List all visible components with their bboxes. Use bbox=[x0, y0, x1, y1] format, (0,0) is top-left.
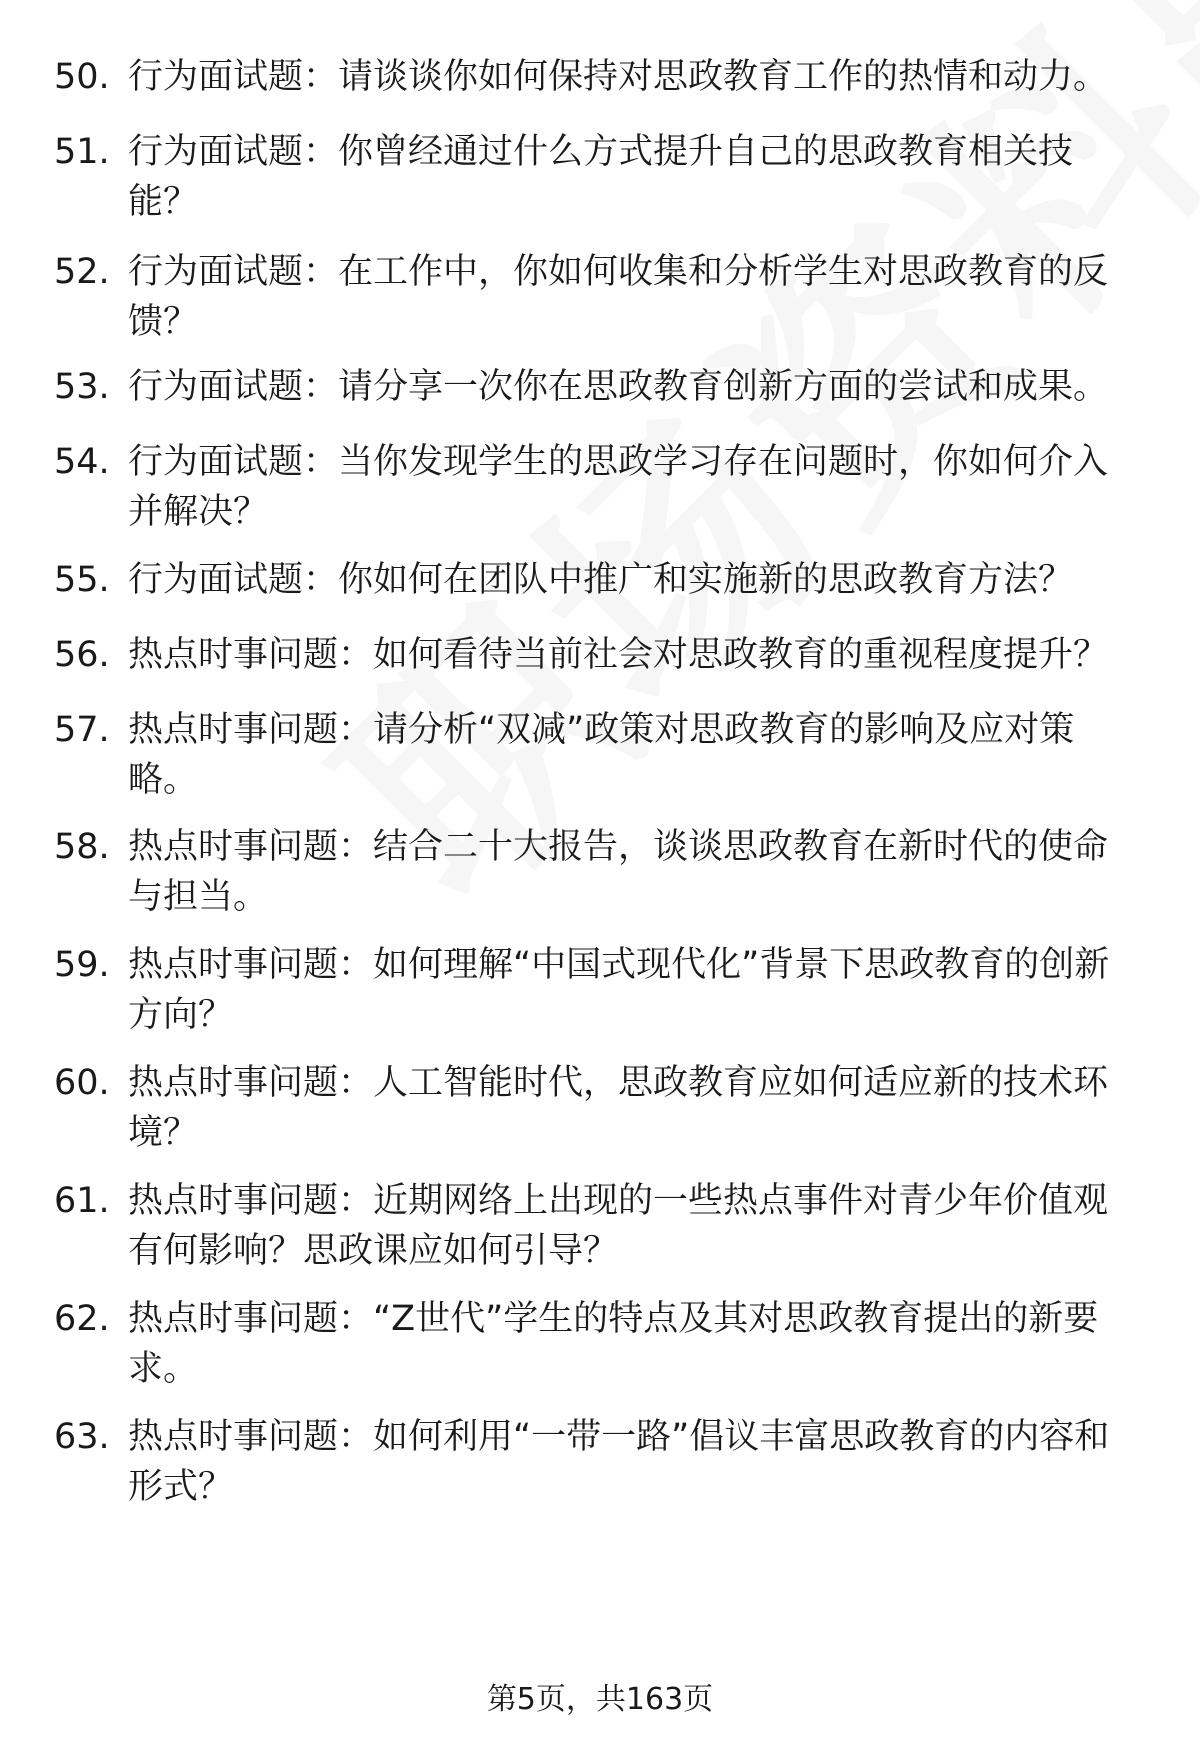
question-text: 行为面试题：当你发现学生的思政学习存在问题时，你如何介入并解决？ bbox=[128, 442, 1109, 532]
question-text: 行为面试题：请谈谈你如何保持对思政教育工作的热情和动力。 bbox=[128, 57, 1109, 97]
question-number: 54. bbox=[54, 442, 110, 482]
question-number: 56. bbox=[54, 635, 110, 675]
question-number: 53. bbox=[54, 367, 110, 407]
question-number: 63. bbox=[54, 1417, 110, 1457]
question-number: 52. bbox=[54, 252, 110, 292]
question-number: 50. bbox=[54, 57, 110, 97]
question-number: 62. bbox=[54, 1299, 110, 1339]
question-text: 行为面试题：你如何在团队中推广和实施新的思政教育方法？ bbox=[128, 560, 1074, 600]
question-number: 57. bbox=[54, 710, 110, 750]
question-number: 61. bbox=[54, 1181, 110, 1221]
question-text: 热点时事问题：人工智能时代，思政教育应如何适应新的技术环境？ bbox=[128, 1063, 1109, 1153]
question-text: 热点时事问题：如何看待当前社会对思政教育的重视程度提升？ bbox=[128, 635, 1109, 675]
question-number: 51. bbox=[54, 132, 110, 172]
question-text: 行为面试题：请分享一次你在思政教育创新方面的尝试和成果。 bbox=[128, 367, 1109, 407]
question-number: 58. bbox=[54, 827, 110, 867]
question-number: 59. bbox=[54, 945, 110, 985]
question-text: 热点时事问题：近期网络上出现的一些热点事件对青少年价值观有何影响？思政课应如何引导？ bbox=[128, 1181, 1109, 1271]
page-footer: 第5页，共163页 bbox=[486, 1682, 714, 1717]
question-text: 热点时事问题：如何利用“一带一路”倡议丰富思政教育的内容和形式？ bbox=[128, 1417, 1110, 1507]
question-text: 热点时事问题：请分析“双减”政策对思政教育的影响及应对策略。 bbox=[128, 710, 1075, 800]
question-number: 60. bbox=[54, 1063, 110, 1103]
question-text: 热点时事问题：结合二十大报告，谈谈思政教育在新时代的使命与担当。 bbox=[128, 827, 1109, 917]
question-text: 行为面试题：在工作中，你如何收集和分析学生对思政教育的反馈？ bbox=[128, 252, 1109, 342]
question-number: 55. bbox=[54, 560, 110, 600]
question-text: 热点时事问题：“Z世代”学生的特点及其对思政教育提出的新要求。 bbox=[128, 1299, 1099, 1389]
question-text: 行为面试题：你曾经通过什么方式提升自己的思政教育相关技能？ bbox=[128, 132, 1074, 222]
question-text: 热点时事问题：如何理解“中国式现代化”背景下思政教育的创新方向？ bbox=[128, 945, 1110, 1035]
